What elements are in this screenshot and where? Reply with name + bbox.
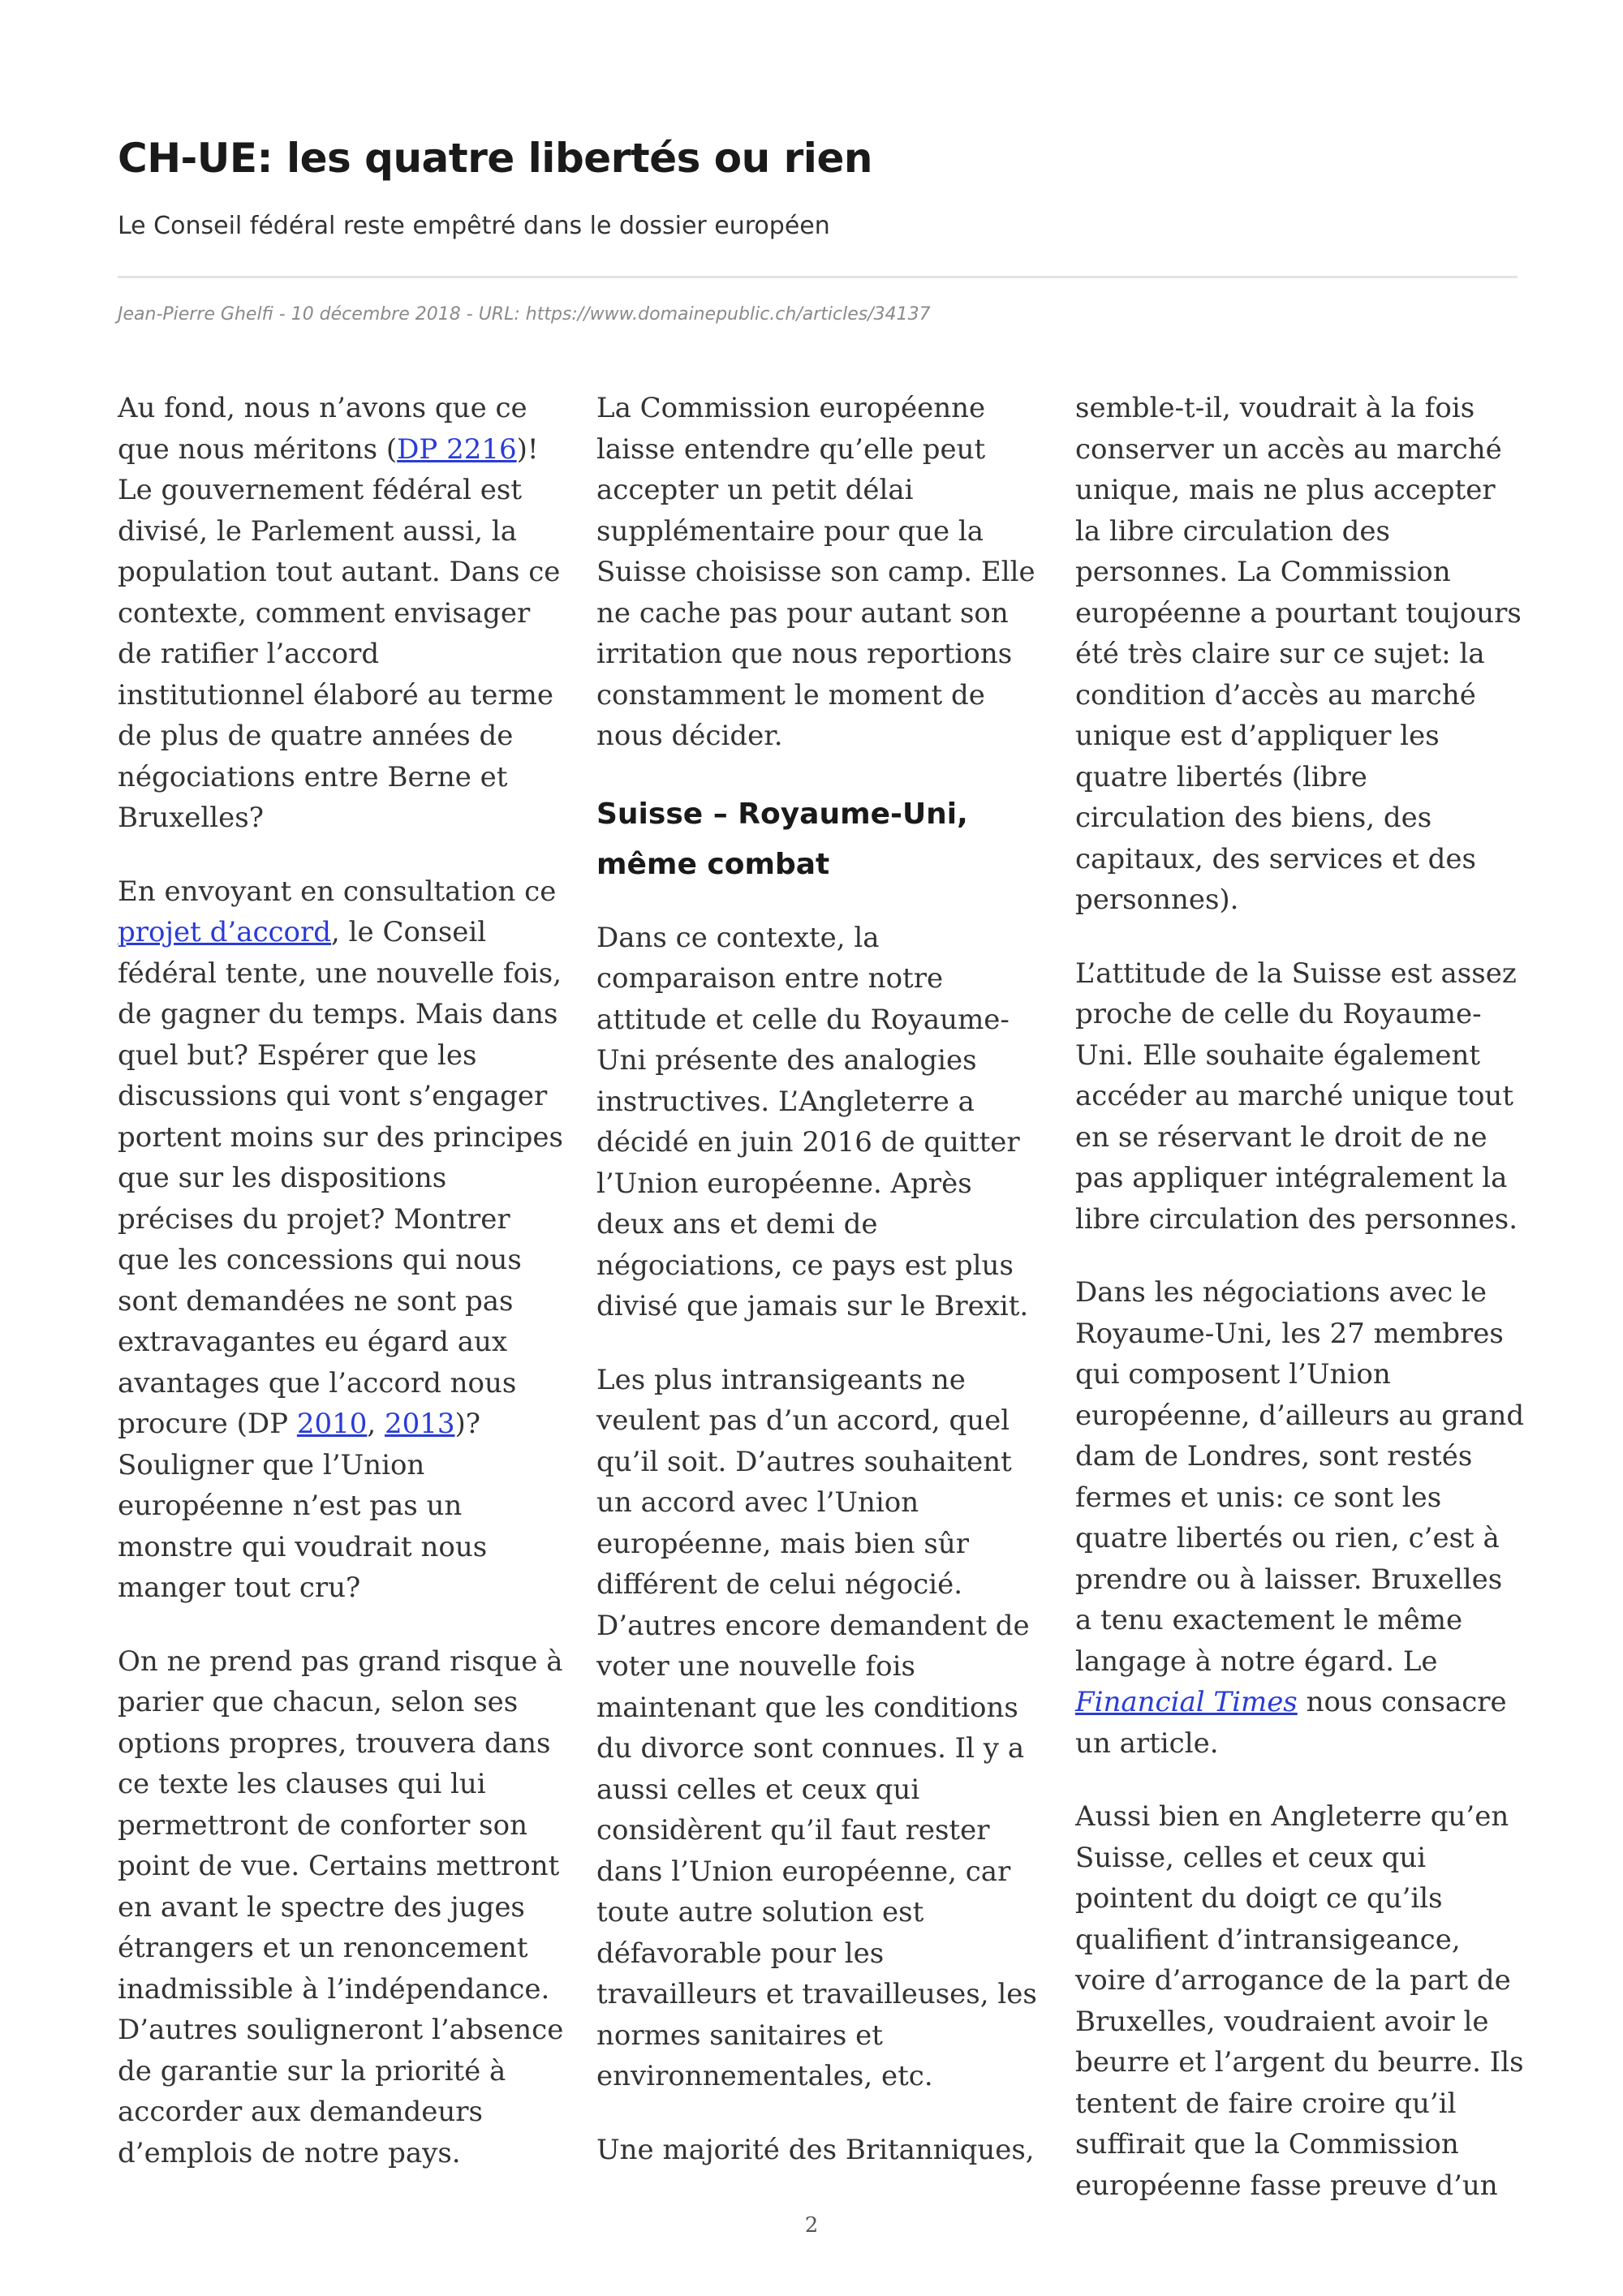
column-2 (596, 388, 1047, 2203)
paragraph: Les plus intransigeants ne veulent pas d’un accord, quel qu’il soit. D’autres souhaitent un accord avec l’Union européenne, mais bien sûr différent de celui négocié. D’autres encore demandent de voter une nouvelle fois maintenant que les conditions du divorce sont connues. Il y a aussi celles et ceux qui considèrent qu’il faut rester dans l’Union européenne, car toute autre solution est défavorable pour les travailleurs et travailleuses, les normes sanitaires et environnementales, etc. (596, 1363, 1037, 2092)
dp-2216-link[interactable]: DP 2216 (397, 432, 517, 466)
paragraph: La Commission européenne laisse entendre qu’elle peut accepter un petit délai supplémentaire pour que la Suisse choisisse son camp. Elle ne cache pas pour autant son irritation que nous reportions constamment le moment de nous décider. (596, 392, 1035, 752)
article-title: CH-UE: les quatre libertés ou rien (118, 135, 872, 182)
paragraph: Dans ce contexte, la comparaison entre notre attitude et celle du Royaume-Uni présente des analogies instructives. L’Angleterre a décidé en juin 2016 de quitter l’Union européenne. Après deux ans et demi de négociations, ce pays est plus divisé que jamais sur le Brexit. (596, 921, 1029, 1322)
paragraph: En envoyant en consultation ce projet d’accord, le Conseil fédéral tente, une nouvelle fois, de gagner du temps. Mais dans quel but? Espérer que les discussions qui vont s’engager portent moins sur des principes que sur les dispositions précises du projet? Montrer que les concessions qui nous sont demandées ne sont pas extravagantes eu égard aux avantages que l’accord nous procure (DP 2010, 2013)? Souligner que l’Union européenne n’est pas un monstre qui voudrait nous manger tout cru? (118, 875, 563, 1604)
page-number: 2 (804, 2213, 819, 2238)
section-heading: Suisse – Royaume-Uni, même combat (596, 797, 968, 881)
paragraph: On ne prend pas grand risque à parier que chacun, selon ses options propres, trouvera dans ce texte les clauses qui lui permettront de conforter son point de vue. Certains mettront en avant le spectre des juges étrangers et un renoncement inadmissible à l’indépendance. D’autres souligneront l’absence de garantie sur la priorité à accorder aux demandeurs d’emplois de notre pays. (118, 1645, 564, 2169)
dp-2013-link[interactable]: 2013 (384, 1408, 455, 1440)
paragraph: L’attitude de la Suisse est assez proche de celle du Royaume-Uni. Elle souhaite également accéder au marché unique tout en se réservant le droit de ne pas appliquer intégralement la libre circulation des personnes. (1075, 957, 1518, 1236)
financial-times-link[interactable]: Financial Times (1075, 1686, 1298, 1718)
paragraph: Au fond, nous n’avons que ce que nous méritons (DP 2216)! Le gouvernement fédéral est divisé, le Parlement aussi, la population tout autant. Dans ce contexte, comment envisager de ratifier l’accord institutionnel élaboré au terme de plus de quatre années de négociations entre Berne et Bruxelles? (118, 392, 561, 834)
paragraph: Aussi bien en Angleterre qu’en Suisse, celles et ceux qui pointent du doigt ce qu’ils qualifient d’intransigeance, voire d’arrogance de la part de Bruxelles, voudraient avoir le beurre et l’argent du beurre. Ils tentent de faire croire qu’il suffirait que la Commission européenne fasse preuve d’un (1075, 1800, 1524, 2202)
column-3 (1075, 388, 1526, 2238)
article-meta: Jean-Pierre Ghelfi - 10 décembre 2018 - URL: https://www.domainepublic.ch/articles/34137 (118, 304, 931, 325)
paragraph: semble-t-il, voudrait à la fois conserver un accès au marché unique, mais ne plus accepter la libre circulation des personnes. La Commission européenne a pourtant toujours été très claire sur ce sujet: la condition d’accès au marché unique est d’appliquer les quatre libertés (libre circulation des biens, des capitaux, des services et des personnes). (1075, 392, 1522, 916)
article-body (118, 388, 1525, 2202)
projet-accord-link[interactable]: projet d’accord (118, 916, 332, 948)
article-subtitle: Le Conseil fédéral reste empêtré dans le dossier européen (118, 212, 830, 240)
article-header (118, 130, 1518, 243)
dp-2010-link[interactable]: 2010 (296, 1408, 368, 1440)
paragraph: Dans les négociations avec le Royaume-Uni, les 27 membres qui composent l’Union européenne, d’ailleurs au grand dam de Londres, sont restés fermes et unis: ce sont les quatre libertés ou rien, c’est à prendre ou à laisser. Bruxelles a tenu exactement le même langage à notre égard. Le Financial Times nous consacre un article. (1075, 1276, 1525, 1760)
column-1 (118, 388, 568, 2206)
header-divider (118, 276, 1518, 278)
paragraph: Une majorité des Britanniques, (596, 2133, 1035, 2166)
